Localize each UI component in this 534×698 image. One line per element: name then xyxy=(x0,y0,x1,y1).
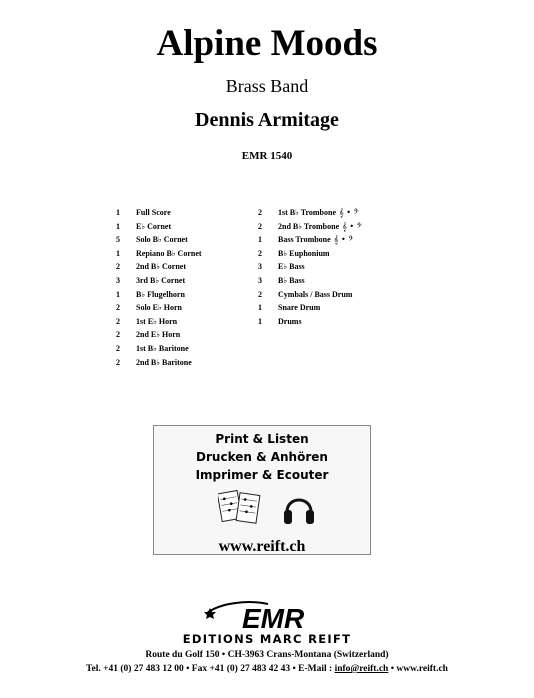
part-qty: 3 xyxy=(258,262,262,272)
publisher-contact xyxy=(0,664,534,674)
contact-phone-fax: Tel. +41 (0) 27 483 12 00 • Fax +41 (0) 27 483 42 43 • E-Mail : xyxy=(86,664,335,674)
part-row xyxy=(116,274,202,288)
catalog-number: EMR 1540 xyxy=(241,150,293,162)
part-name: 1st B♭ Trombone xyxy=(278,208,337,217)
part-qty: 1 xyxy=(116,221,120,231)
part-row xyxy=(116,220,202,234)
part-row xyxy=(116,247,202,261)
part-qty: 2 xyxy=(258,289,262,299)
part-row xyxy=(116,260,202,274)
clef-icon: 𝄞 • 𝄢 xyxy=(339,208,359,217)
part-name: 2nd B♭ Trombone xyxy=(278,221,340,231)
part-name: 3rd B♭ Cornet xyxy=(136,275,186,285)
part-name: E♭ Cornet xyxy=(136,221,172,231)
part-row xyxy=(258,274,362,288)
headphones-icon xyxy=(282,488,316,528)
parts-list-right xyxy=(258,206,362,328)
part-qty: 1 xyxy=(116,248,120,258)
clef-icon: 𝄞 • 𝄢 xyxy=(342,221,362,231)
promo-line-english: Print & Listen xyxy=(215,432,309,446)
part-qty: 2 xyxy=(258,248,262,258)
clef-icon: 𝄞 • 𝄢 xyxy=(333,235,354,245)
part-name: Bass Trombone xyxy=(278,235,331,245)
part-row xyxy=(258,220,362,234)
part-row xyxy=(258,206,362,220)
part-qty: 1 xyxy=(116,208,120,217)
part-qty: 2 xyxy=(116,303,120,313)
part-qty: 3 xyxy=(116,275,120,285)
part-name: Full Score xyxy=(136,208,171,217)
part-qty: 1 xyxy=(258,235,262,245)
part-qty: 2 xyxy=(116,343,120,353)
part-row xyxy=(116,356,202,370)
promo-line-french: Imprimer & Ecouter xyxy=(195,468,329,482)
part-name: B♭ Flugelhorn xyxy=(136,289,185,299)
part-name: Solo E♭ Horn xyxy=(136,303,183,313)
part-name: 1st B♭ Baritone xyxy=(136,343,189,353)
part-row xyxy=(116,342,202,356)
part-name: B♭ Bass xyxy=(278,275,305,285)
part-name: Repiano B♭ Cornet xyxy=(136,248,202,258)
part-row xyxy=(258,247,362,261)
part-qty: 3 xyxy=(258,275,262,285)
part-qty: 2 xyxy=(116,316,120,326)
part-qty: 5 xyxy=(116,235,120,245)
svg-text:EMR: EMR xyxy=(242,603,305,634)
promo-url-link[interactable]: www.reift.ch xyxy=(218,538,306,555)
part-row xyxy=(116,288,202,302)
parts-list-left xyxy=(116,206,202,369)
subtitle: Brass Band xyxy=(225,76,309,96)
part-qty: 2 xyxy=(116,330,120,340)
part-row xyxy=(258,315,362,329)
part-qty: 1 xyxy=(116,289,120,299)
part-name: 1st E♭ Horn xyxy=(136,316,178,326)
part-name: 2nd E♭ Horn xyxy=(136,330,181,340)
part-name: E♭ Bass xyxy=(278,262,305,272)
promo-line-german: Drucken & Anhören xyxy=(196,450,328,464)
publisher-address: Route du Golf 150 • CH-3963 Crans-Montana (Switzerland) xyxy=(145,650,389,660)
part-qty: 1 xyxy=(258,303,262,313)
part-qty: 2 xyxy=(258,221,262,231)
email-link[interactable]: info@reift.ch xyxy=(334,664,389,674)
part-name: Drums xyxy=(278,316,302,326)
publisher-name: EDITIONS MARC REIFT xyxy=(182,632,352,646)
composer: Dennis Armitage xyxy=(195,109,339,131)
part-qty: 1 xyxy=(258,316,262,326)
part-row xyxy=(258,260,362,274)
part-row xyxy=(116,315,202,329)
part-row xyxy=(258,301,362,315)
promo-icons xyxy=(154,486,370,530)
part-row xyxy=(258,288,362,302)
part-row xyxy=(116,206,202,220)
part-qty: 2 xyxy=(258,208,262,217)
part-name: 2nd B♭ Cornet xyxy=(136,262,186,272)
contact-website[interactable]: • www.reift.ch xyxy=(388,664,448,674)
part-qty: 2 xyxy=(116,262,120,272)
part-qty: 2 xyxy=(116,357,120,367)
part-name: Snare Drum xyxy=(278,303,321,313)
part-name: Cymbals / Bass Drum xyxy=(278,289,353,299)
print-listen-promo[interactable] xyxy=(153,425,371,555)
sheet-music-icon xyxy=(218,488,262,528)
part-row xyxy=(116,328,202,342)
part-row xyxy=(116,301,202,315)
emr-logo xyxy=(200,596,334,634)
part-name: B♭ Euphonium xyxy=(278,248,330,258)
title: Alpine Moods xyxy=(156,23,378,64)
part-row xyxy=(116,233,202,247)
part-row xyxy=(258,233,362,247)
part-name: Solo B♭ Cornet xyxy=(136,235,188,245)
part-name: 2nd B♭ Baritone xyxy=(136,357,192,367)
